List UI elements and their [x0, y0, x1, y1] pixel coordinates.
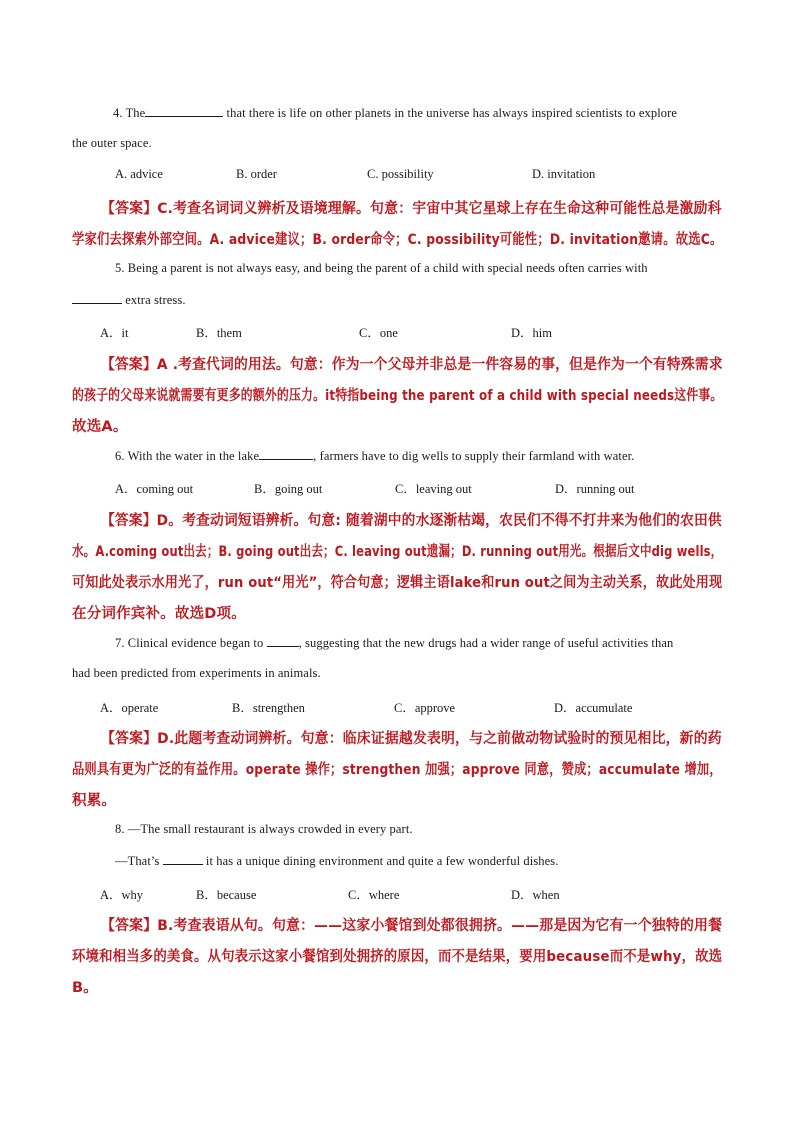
q7-option-d: D．accumulate: [554, 701, 633, 715]
q4-option-b: B. order: [236, 167, 277, 181]
q5-option-b: B．them: [196, 326, 242, 340]
q6-option-a: A．coming out: [115, 482, 194, 496]
q8-answer-line-3: B。: [72, 980, 98, 996]
q7-answer-line-1: 【答案】D.此题考查动词辨析。句意：临床证据越发表明，与之前做动物试验时的预见相比，新的药: [101, 731, 722, 747]
q7-answer-line-2: 品则具有更为广泛的有益作用。operate 操作；strengthen 加强；approve 同意，赞成；accumulate 增加，: [72, 762, 722, 778]
q8-blank: [163, 853, 203, 865]
q8-option-d: D．when: [511, 888, 560, 902]
q6-option-b: B．going out: [254, 482, 323, 496]
q7-option-b: B．strengthen: [232, 701, 305, 715]
q6-answer-line-1: 【答案】D。考查动词短语辨析。句意: 随着湖中的水逐渐枯竭，农民们不得不打井来为他们的农田供: [101, 513, 722, 529]
q4-stem-line-2: the outer space.: [72, 136, 152, 150]
q4-answer-line-1: 【答案】C.考查名词词义辨析及语境理解。句意：宇宙中其它星球上存在生命这种可能性总是激励科: [101, 201, 722, 217]
q5-blank: [72, 292, 122, 304]
q5-answer-line-2: 的孩子的父母来说就需要有更多的额外的压力。it特指being the parent of a child with special needs这件事。: [72, 388, 723, 404]
q8-answer-line-2: 环境和相当多的美食。从句表示这家小餐馆到处拥挤的原因，而不是结果，要用because而不是why，故选: [72, 949, 723, 965]
q4-stem-line-1: 4. The that there is life on other planets in the universe has always inspired scientists to explore: [113, 106, 678, 120]
q4-option-d: D. invitation: [532, 167, 596, 181]
q8-answer-line-1: 【答案】B.考查表语从句。句意：——这家小餐馆到处都很拥挤。——那是因为它有一个独特的用餐: [101, 918, 723, 934]
q7-option-c: C．approve: [394, 701, 456, 715]
q7-stem-line-1: 7. Clinical evidence began to , suggesting that the new drugs had a wider range of useful activities than: [115, 636, 674, 650]
q7-stem-line-2: had been predicted from experiments in animals.: [72, 666, 321, 680]
q5-stem-line-2: extra stress.: [72, 292, 186, 308]
q8-option-c: C．where: [348, 888, 400, 902]
q7-answer-line-3: 积累。: [72, 793, 117, 809]
q5-option-d: D．him: [511, 326, 552, 340]
q6-answer-line-4: 在分词作宾补。故选D项。: [72, 606, 246, 622]
q8-option-a: A．why: [100, 888, 144, 902]
q4-option-a: A. advice: [115, 167, 163, 181]
q6-option-c: C．leaving out: [395, 482, 472, 496]
q7-option-a: A．operate: [100, 701, 159, 715]
q8-stem-line-2: —That’s it has a unique dining environment and quite a few wonderful dishes.: [115, 854, 559, 868]
q5-answer-line-3: 故选A。: [72, 419, 128, 435]
q4-option-c: C. possibility: [367, 167, 434, 181]
q4-answer-line-2: 学家们去探索外部空间。A. advice建议；B. order命令；C. possibility可能性；D. invitation邀请。故选C。: [72, 232, 723, 248]
q6-stem-line-1: 6. With the water in the lake , farmers have to dig wells to supply their farmland with water.: [115, 449, 635, 463]
q8-option-b: B．because: [196, 888, 257, 902]
q8-stem-line-1: 8. —The small restaurant is always crowded in every part.: [115, 822, 413, 836]
q6-blank: [259, 448, 313, 460]
q6-answer-line-3: 可知此处表示水用光了，run out“用光”，符合句意；逻辑主语lake和run out之间为主动关系，故此处用现: [72, 575, 723, 591]
q5-stem-line-1: 5. Being a parent is not always easy, and being the parent of a child with special needs often carries with: [115, 261, 648, 275]
q4-blank: [145, 105, 223, 117]
q6-option-d: D．running out: [555, 482, 635, 496]
q5-option-a: A．it: [100, 326, 129, 340]
q7-blank: [267, 635, 299, 647]
q5-answer-line-1: 【答案】A .考查代词的用法。句意：作为一个父母并非总是一件容易的事，但是作为一个有特殊需求: [101, 357, 723, 373]
q6-answer-line-2: 水。A.coming out出去；B. going out出去；C. leaving out遗漏；D. running out用光。根据后文中dig wells，: [72, 544, 723, 560]
q5-option-c: C．one: [359, 326, 398, 340]
